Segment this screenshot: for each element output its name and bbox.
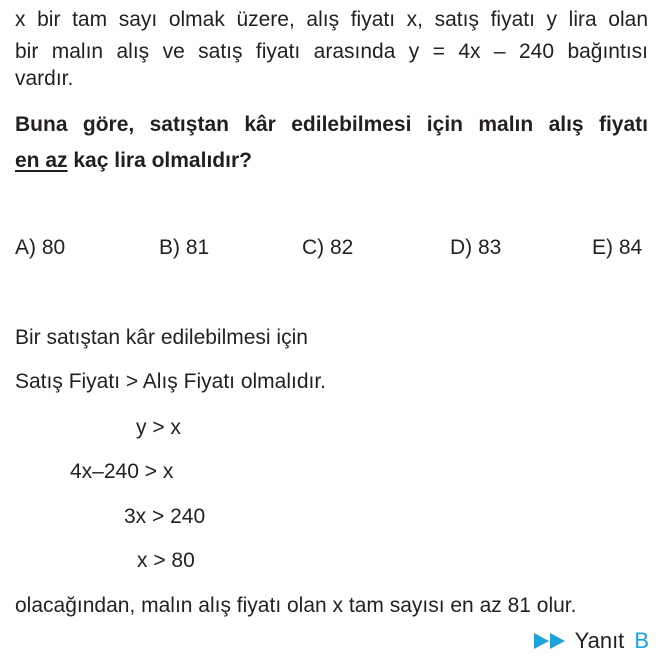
answer-label: Yanıt bbox=[574, 628, 625, 653]
option-c[interactable]: C) 82 bbox=[302, 236, 354, 259]
option-e[interactable]: E) 84 bbox=[592, 236, 643, 259]
question-text-line-1: x bir tam sayı olmak üzere, alış fiyatı x, satış fiyatı y lira olan bbox=[15, 8, 648, 31]
answer-letter: B bbox=[634, 628, 649, 653]
question-text-line-3: vardır. bbox=[15, 67, 74, 90]
solution-step-3: 3x > 240 bbox=[124, 505, 206, 528]
solution-step-2: 4x–240 > x bbox=[70, 460, 174, 483]
answer-indicator bbox=[534, 628, 649, 654]
prompt-emphasis: en az bbox=[15, 149, 68, 172]
solution-step-1: y > x bbox=[136, 416, 181, 439]
prompt-rest: kaç lira olmalıdır? bbox=[67, 149, 252, 172]
solution-intro-2: Satış Fiyatı > Alış Fiyatı olmalıdır. bbox=[15, 370, 327, 393]
solution-conclusion: olacağından, malın alış fiyatı olan x tam sayısı en az 81 olur. bbox=[15, 594, 577, 617]
solution-intro-1: Bir satıştan kâr edilebilmesi için bbox=[15, 326, 308, 349]
double-play-arrow-icon bbox=[534, 633, 565, 649]
option-d[interactable]: D) 83 bbox=[450, 236, 502, 259]
option-a[interactable]: A) 80 bbox=[15, 236, 66, 259]
question-prompt-line-2 bbox=[15, 149, 252, 173]
question-text-line-2: bir malın alış ve satış fiyatı arasında y = 4x – 240 bağıntısı bbox=[15, 40, 648, 63]
solution-step-4: x > 80 bbox=[137, 549, 195, 572]
option-b[interactable]: B) 81 bbox=[159, 236, 210, 259]
question-prompt-line-1: Buna göre, satıştan kâr edilebilmesi için malın alış fiyatı bbox=[15, 113, 648, 136]
